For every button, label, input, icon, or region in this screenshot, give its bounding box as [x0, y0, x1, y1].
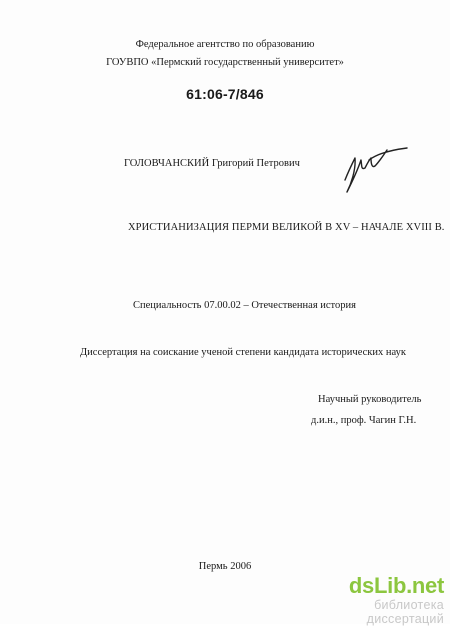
dissertation-title: ХРИСТИАНИЗАЦИЯ ПЕРМИ ВЕЛИКОЙ В XV – НАЧАЛЕ XVIII В.: [128, 222, 445, 233]
advisor-name: д.и.н., проф. Чагин Г.Н.: [311, 415, 417, 426]
advisor-label: Научный руководитель: [318, 394, 422, 405]
city-year: Пермь 2006: [198, 561, 252, 572]
dissertation-type: Диссертация на соискание ученой степени кандидата исторических наук: [80, 347, 406, 358]
watermark: [294, 574, 444, 626]
agency-name: Федеральное агентство по образованию: [135, 39, 315, 50]
watermark-logo: dsLib.net: [348, 573, 444, 598]
specialty-line: Специальность 07.00.02 – Отечественная история: [133, 300, 356, 311]
university-name: ГОУВПО «Пермский государственный университет»: [106, 57, 344, 68]
watermark-subtitle: библиотека диссертаций: [366, 598, 444, 626]
catalog-number: 61:06-7/846: [186, 86, 264, 102]
author-name: ГОЛОВЧАНСКИЙ Григорий Петрович: [124, 158, 300, 169]
signature-icon: [339, 140, 413, 196]
